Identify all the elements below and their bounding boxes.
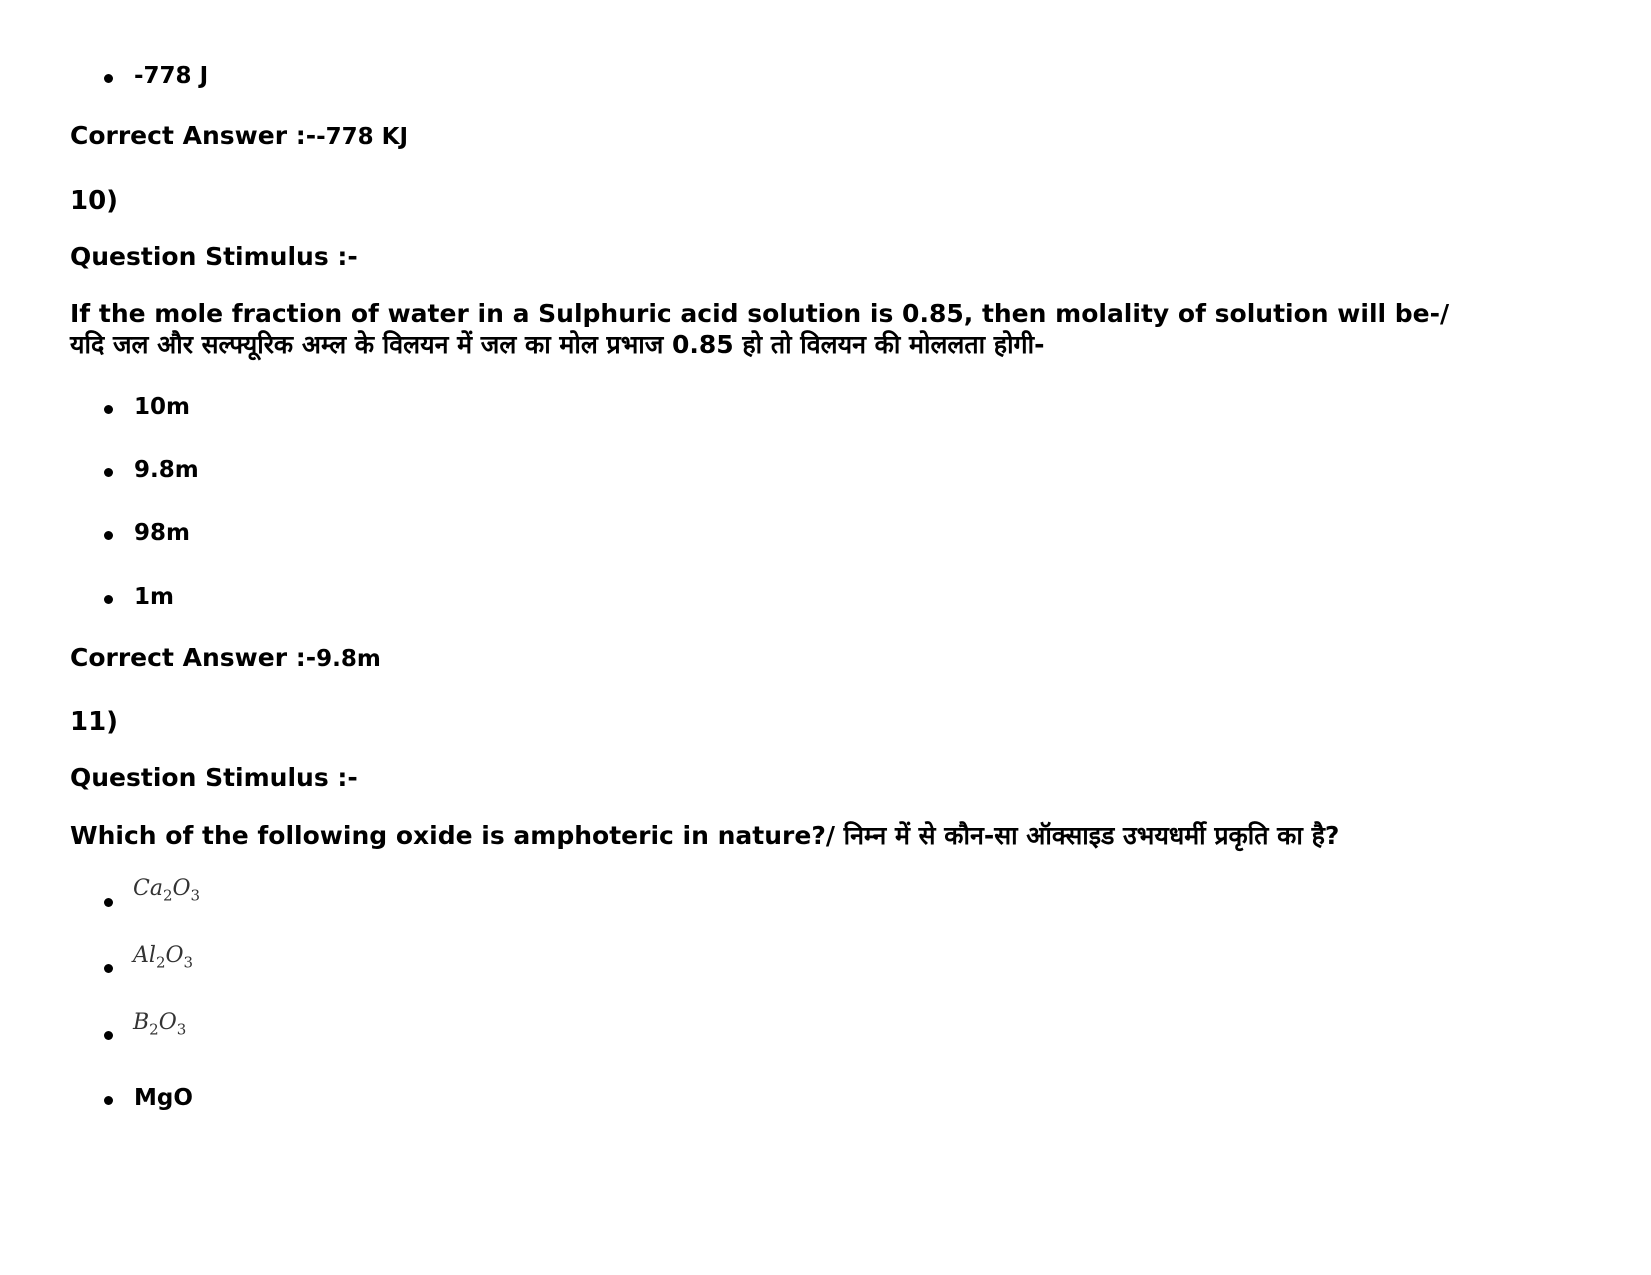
bullet-icon (104, 468, 113, 477)
correct-answer (70, 643, 381, 672)
option-text: 10m (134, 394, 190, 420)
bullet-icon (104, 1096, 113, 1105)
question-number: 10) (70, 186, 119, 216)
correct-answer-label: Correct Answer :- (70, 121, 317, 150)
option-text: MgO (134, 1085, 193, 1111)
bullet-icon (104, 964, 113, 973)
correct-answer-value: 9.8m (316, 646, 381, 672)
correct-answer-label: Correct Answer :- (70, 643, 317, 672)
bullet-icon (104, 405, 113, 414)
bullet-icon (104, 595, 113, 604)
formula-part: B (133, 1010, 150, 1035)
formula-subscript: 3 (190, 886, 201, 905)
formula-part: O (165, 943, 184, 968)
formula-part: O (158, 1010, 177, 1035)
correct-answer (70, 121, 408, 150)
formula-subscript: 3 (183, 953, 194, 972)
option-formula (133, 876, 200, 904)
formula-part: O (172, 876, 191, 901)
bullet-icon (104, 531, 113, 540)
formula-part: Al (133, 943, 156, 968)
option-text: 98m (134, 520, 190, 546)
question-stimulus-label: Question Stimulus :- (70, 763, 358, 792)
formula-subscript: 2 (149, 1020, 159, 1039)
correct-answer-value: -778 KJ (316, 124, 409, 150)
formula-subscript: 2 (155, 953, 166, 972)
question-stimulus: Which of the following oxide is amphoteric in nature?/ निम्न में से कौन-सा ऑक्साइड उभयधर्मी प्रकृति का है? (70, 821, 1340, 850)
question-stimulus-label: Question Stimulus :- (70, 242, 358, 271)
question-stimulus-hi: यदि जल और सल्फ्यूरिक अम्ल के विलयन में जल का मोल प्रभाज 0.85 हो तो विलयन की मोललता होगी- (70, 330, 1045, 359)
bullet-icon (104, 74, 113, 83)
bullet-icon (104, 1031, 113, 1040)
bullet-icon (104, 898, 113, 907)
option-text: 9.8m (134, 457, 199, 483)
formula-subscript: 3 (176, 1020, 187, 1039)
option-text: 1m (134, 584, 174, 610)
question-stimulus-en: If the mole fraction of water in a Sulphuric acid solution is 0.85, then molality of solution will be-/ (70, 299, 1450, 328)
option-text: -778 J (134, 63, 209, 89)
formula-part: Ca (133, 876, 163, 901)
formula-subscript: 2 (162, 886, 173, 905)
question-number: 11) (70, 707, 119, 737)
option-formula (133, 943, 193, 971)
option-formula (133, 1010, 186, 1038)
